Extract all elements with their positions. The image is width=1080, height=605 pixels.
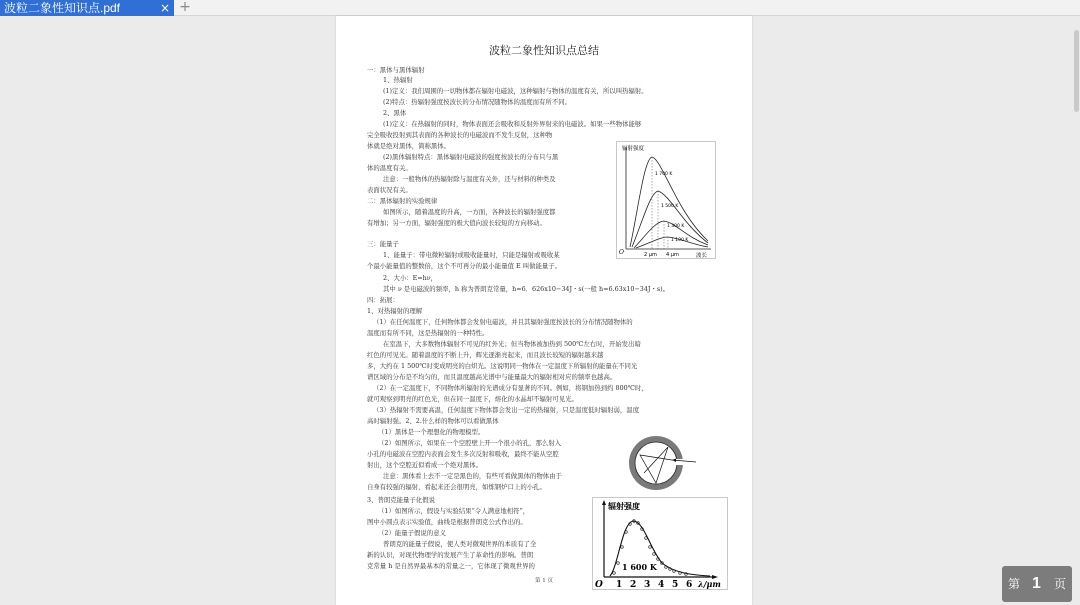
text-line: 克常量 h 是自然界最基本的常量之一，它体现了微观世界的 bbox=[367, 562, 535, 570]
text-line: 2、黑体 bbox=[383, 109, 407, 117]
text-line: (2)黑体辐射特点：黑体辐射电磁波的强度按波长的分布只与黑 bbox=[383, 153, 559, 161]
text-line: 小孔的电磁波在空腔内表面会发生多次反射和吸收，最终不能从空腔 bbox=[367, 450, 559, 458]
section-heading: 三：能量子 bbox=[367, 240, 399, 248]
tick-label: 4 bbox=[658, 580, 665, 590]
tick-label: 5 bbox=[672, 580, 679, 590]
text-line: 如图所示，随着温度的升高，一方面，各种波长的辐射强度都 bbox=[383, 208, 556, 216]
temp-label: 1 500 K bbox=[661, 204, 679, 209]
close-tab-icon[interactable]: × bbox=[159, 1, 171, 15]
text-line: 高时辐射强。2、2.什么样的物体可以看做黑体 bbox=[367, 417, 499, 425]
text-line: (1)定义：我们周围的一切物体都在辐射电磁波，这种辐射与物体的温度有关，所以叫热辐射。 bbox=[383, 87, 648, 95]
text-line: 就可观察到明亮的红色光，但在同一温度下，熔化的水晶却不辐射可见光。 bbox=[367, 395, 578, 403]
text-line: 个最小能量值的整数倍，这个不可再分的最小能量值 E 叫做能量子。 bbox=[367, 262, 562, 270]
text-line: 红色的可见光。随着温度的不断上升，辉光逐渐亮起来，而且波长较短的辐射越来越 bbox=[367, 351, 604, 359]
text-line: （3）热辐射不需要高温，任何温度下物体都会发出一定的热辐射，只是温度低时辐射弱，温度 bbox=[373, 406, 640, 414]
page-footer: 第 1 页 bbox=[535, 578, 553, 584]
origin-label: O bbox=[595, 580, 603, 590]
text-line: 在室温下，大多数物体辐射不可见的红外光；但当物体被加热到 500℃左右时，开始发出暗 bbox=[383, 340, 641, 348]
text-line: （2）如图所示，如果在一个空腔壁上开一个很小的孔，那么射入 bbox=[378, 439, 562, 447]
blackbody-spectrum-figure bbox=[616, 141, 716, 259]
tab-bar bbox=[0, 0, 1080, 16]
page-indicator[interactable] bbox=[1002, 566, 1072, 602]
text-line: 普朗克的能量子假说，使人类对微观世界的本质有了全 bbox=[383, 540, 537, 548]
text-line: （2）能量子假说的意义 bbox=[378, 529, 446, 537]
text-line: 注意：黑体看上去不一定是黑色的，有些可看做黑体的物体由于 bbox=[383, 472, 562, 480]
tick-label: 4 μm bbox=[666, 252, 679, 258]
y-axis-label: 辐射强度 bbox=[608, 502, 640, 511]
section-heading: 3、普朗克能量子化假说 bbox=[367, 496, 435, 504]
text-line: 图中小圆点表示实验值，曲线是根据普朗克公式作出的。 bbox=[367, 518, 527, 526]
text-line: 1、对热辐射的理解 bbox=[367, 307, 423, 315]
current-page-number: 1 bbox=[1032, 575, 1041, 592]
text-line: 表面状况有关。 bbox=[367, 186, 412, 194]
curve-1500k bbox=[632, 191, 708, 247]
text-line: 完全吸收投射到其表面的各种波长的电磁波而不发生反射，这种物 bbox=[367, 131, 553, 139]
tick-label: 3 bbox=[644, 580, 651, 590]
pdf-page bbox=[336, 16, 752, 605]
document-tab[interactable] bbox=[0, 0, 174, 16]
tick-label: 1 bbox=[616, 580, 623, 590]
text-line: 1、热辐射 bbox=[383, 76, 413, 84]
cavity-blackbody-figure bbox=[626, 429, 698, 495]
text-line: 有增加；另一方面，辐射强度的极大值向波长较短的方向移动。 bbox=[367, 219, 546, 227]
origin-label: O bbox=[619, 249, 624, 256]
y-axis-label: 辐射强度 bbox=[622, 146, 645, 152]
text-line: (1)定义：在热辐射的同时，物体表面还会吸收和反射外界射来的电磁波。如果一些物体能够 bbox=[383, 120, 642, 128]
temp-label: 1 700 K bbox=[655, 172, 673, 177]
text-line: 体的温度有关。 bbox=[367, 164, 412, 172]
page-indicator-suffix: 页 bbox=[1054, 577, 1067, 591]
text-line: 其中 ν 是电磁波的频率，h 称为普朗克常量，h=6．626x10−34J・s(一般 h=6.63x10−34J・s)。 bbox=[383, 285, 670, 293]
text-line: 多，大约在 1 500℃时变成明亮的白炽光。这说明同一物体在一定温度下所辐射的能量在不同光 bbox=[367, 362, 638, 370]
text-line: 自身有较强的辐射，看起来还会很明亮，如炼钢炉口上的小孔。 bbox=[367, 483, 546, 491]
text-line: 新的认识，对现代物理学的发展产生了革命性的影响。普朗 bbox=[367, 551, 534, 559]
tick-label: 2 bbox=[630, 580, 637, 590]
temp-label: 1 600 K bbox=[622, 562, 657, 572]
tab-title: 波粒二象性知识点.pdf bbox=[4, 1, 121, 15]
text-line: 2、大小：E=hν， bbox=[383, 274, 438, 282]
text-line: （2）在一定温度下，不同物体所辐射的光谱成分有显著的不同。例如，将钢加热到约 800℃时， bbox=[373, 384, 648, 392]
text-line: 温度而有所不同，这是热辐射的一种特性。 bbox=[367, 329, 489, 337]
text-line: 谱区域的分布是不均匀的，而且温度越高光谱中与能量最大的辐射相对应的频率也越高。 bbox=[367, 373, 617, 381]
x-axis-label: 波长 bbox=[696, 253, 708, 259]
page-indicator-prefix: 第 bbox=[1008, 577, 1021, 591]
tick-label: 6 bbox=[686, 580, 693, 590]
text-line: 1、能量子：带电微粒辐射或吸收能量时，只能是辐射或吸收某 bbox=[383, 251, 560, 259]
curve-1700k bbox=[630, 157, 708, 247]
text-line: 射出，这个空腔近似看成一个绝对黑体。 bbox=[367, 461, 483, 469]
temp-label: 1 300 K bbox=[667, 224, 685, 229]
temp-label: 1 100 K bbox=[671, 238, 689, 243]
section-heading: 二：黑体辐射的实验规律 bbox=[367, 197, 438, 205]
page-title: 波粒二象性知识点总结 bbox=[489, 44, 599, 57]
text-line: 体就是绝对黑体，简称黑体。 bbox=[367, 142, 451, 150]
cavity-interior bbox=[635, 442, 677, 484]
section-heading: 四：拓展： bbox=[367, 296, 399, 304]
text-line: (2)特点：热辐射强度按波长的分布情况随物体的温度而有所不同。 bbox=[383, 98, 571, 106]
text-line: （1）在任何温度下，任何物体都会发射电磁波，并且其辐射强度按波长的分布情况随物体的 bbox=[373, 318, 633, 326]
scrollbar-thumb[interactable] bbox=[1074, 30, 1079, 112]
text-line: （1）黑体是一个理想化的物理模型。 bbox=[378, 428, 485, 436]
tick-label: 2 μm bbox=[644, 252, 657, 258]
text-line: 注意：一般物体的热辐射除与温度有关外，还与材料的种类及 bbox=[383, 175, 556, 183]
text-line: 一：黑体与黑体辐射 bbox=[367, 66, 425, 74]
x-axis-label: λ/μm bbox=[698, 579, 721, 589]
text-line: （1）如图所示，假设与实验结果“令人满意地相符”， bbox=[378, 507, 530, 515]
new-tab-icon[interactable]: + bbox=[179, 0, 191, 15]
